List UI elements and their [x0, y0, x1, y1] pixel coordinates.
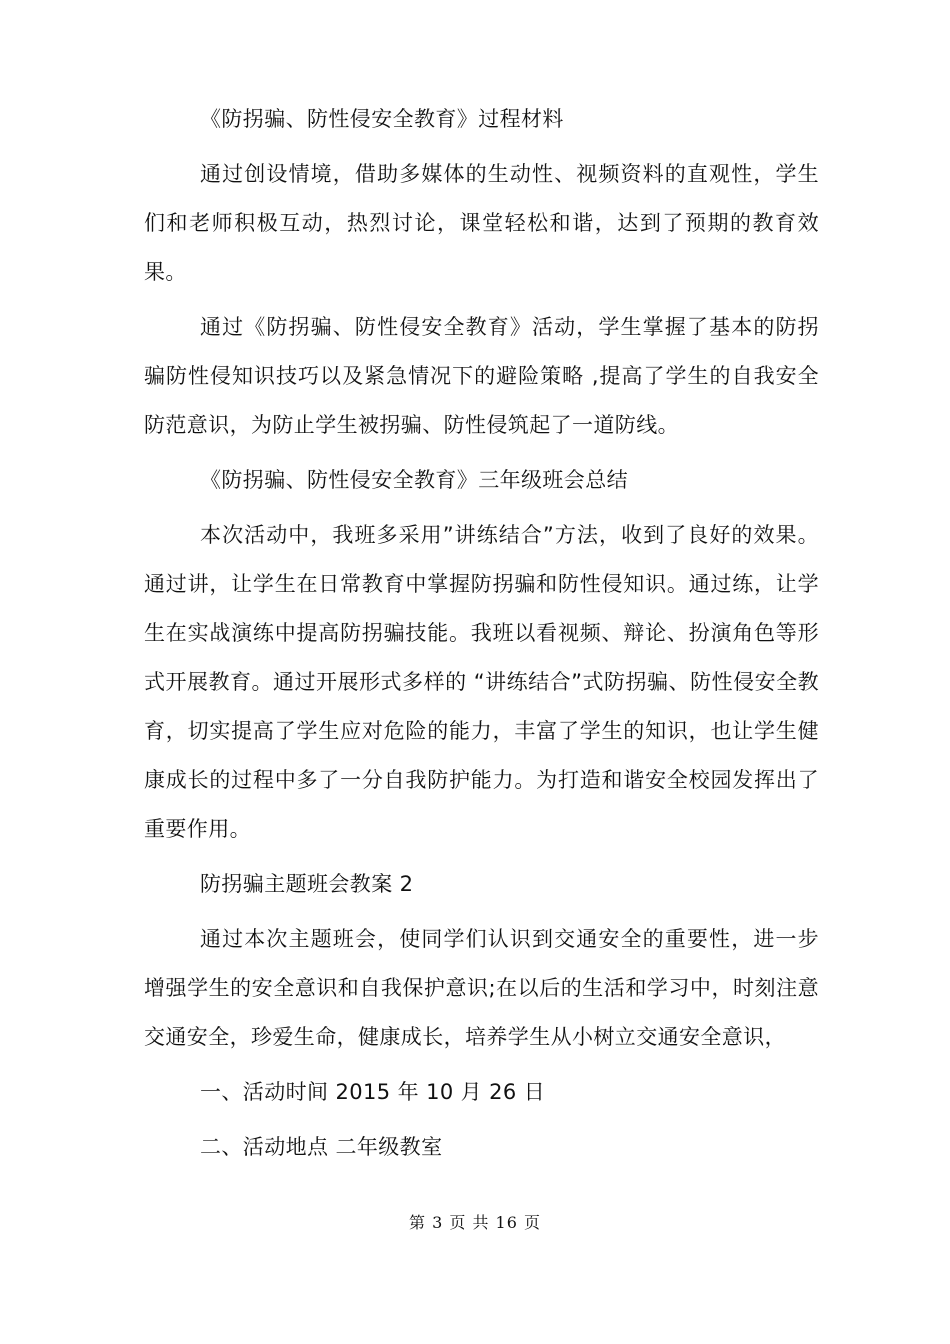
- paragraph-teaching-effect: 通过创设情境，借助多媒体的生动性、视频资料的直观性，学生们和老师积极互动，热烈讨论，课堂轻松和谐，达到了预期的教育效果。: [144, 162, 819, 284]
- page-number-footer: 第 3 页 共 16 页: [409, 1213, 541, 1232]
- paragraph-class-summary: 本次活动中，我班多采用”讲练结合”方法，收到了良好的效果。 通过讲，让学生在日常教育中掌握防拐骗和防性侵知识。通过练，让学生在实战演练中提高防拐骗技能。我班以看视频、辩论、扮演角色等形式开展教育。通过开展形式多样的 “讲练结合”式防拐骗、防性侵安全教育，切实提高了学生应对危险的能力，丰富了学生的知识，也让学生健康成长的过程中多了一分自我防护能力。为打造和谐安全校园发挥出了重要作用。: [144, 523, 819, 841]
- paragraph-lesson-goal: 通过本次主题班会，使同学们认识到交通安全的重要性，进一步增强学生的安全意识和自我保护意识;在以后的生活和学习中，时刻注意交通安全，珍爱生命，健康成长，培养学生从小树立交通安全意识，: [144, 927, 819, 1049]
- activity-time: 一、活动时间 2015 年 10 月 26 日: [200, 1080, 546, 1104]
- document-body: [144, 95, 819, 1172]
- section-title-process-materials: 《防拐骗、防性侵安全教育》过程材料: [200, 107, 564, 131]
- activity-place: 二、活动地点 二年级教室: [200, 1135, 443, 1159]
- paragraph-activity-outcome: 通过《防拐骗、防性侵安全教育》活动，学生掌握了基本的防拐骗防性侵知识技巧以及紧急情况下的避险策略 ,提高了学生的自我安全防范意识，为防止学生被拐骗、防性侵筑起了一道防线。: [144, 315, 819, 437]
- section-title-class-summary: 《防拐骗、防性侵安全教育》三年级班会总结: [200, 468, 628, 492]
- section-title-lesson-plan: 防拐骗主题班会教案 2: [200, 872, 414, 896]
